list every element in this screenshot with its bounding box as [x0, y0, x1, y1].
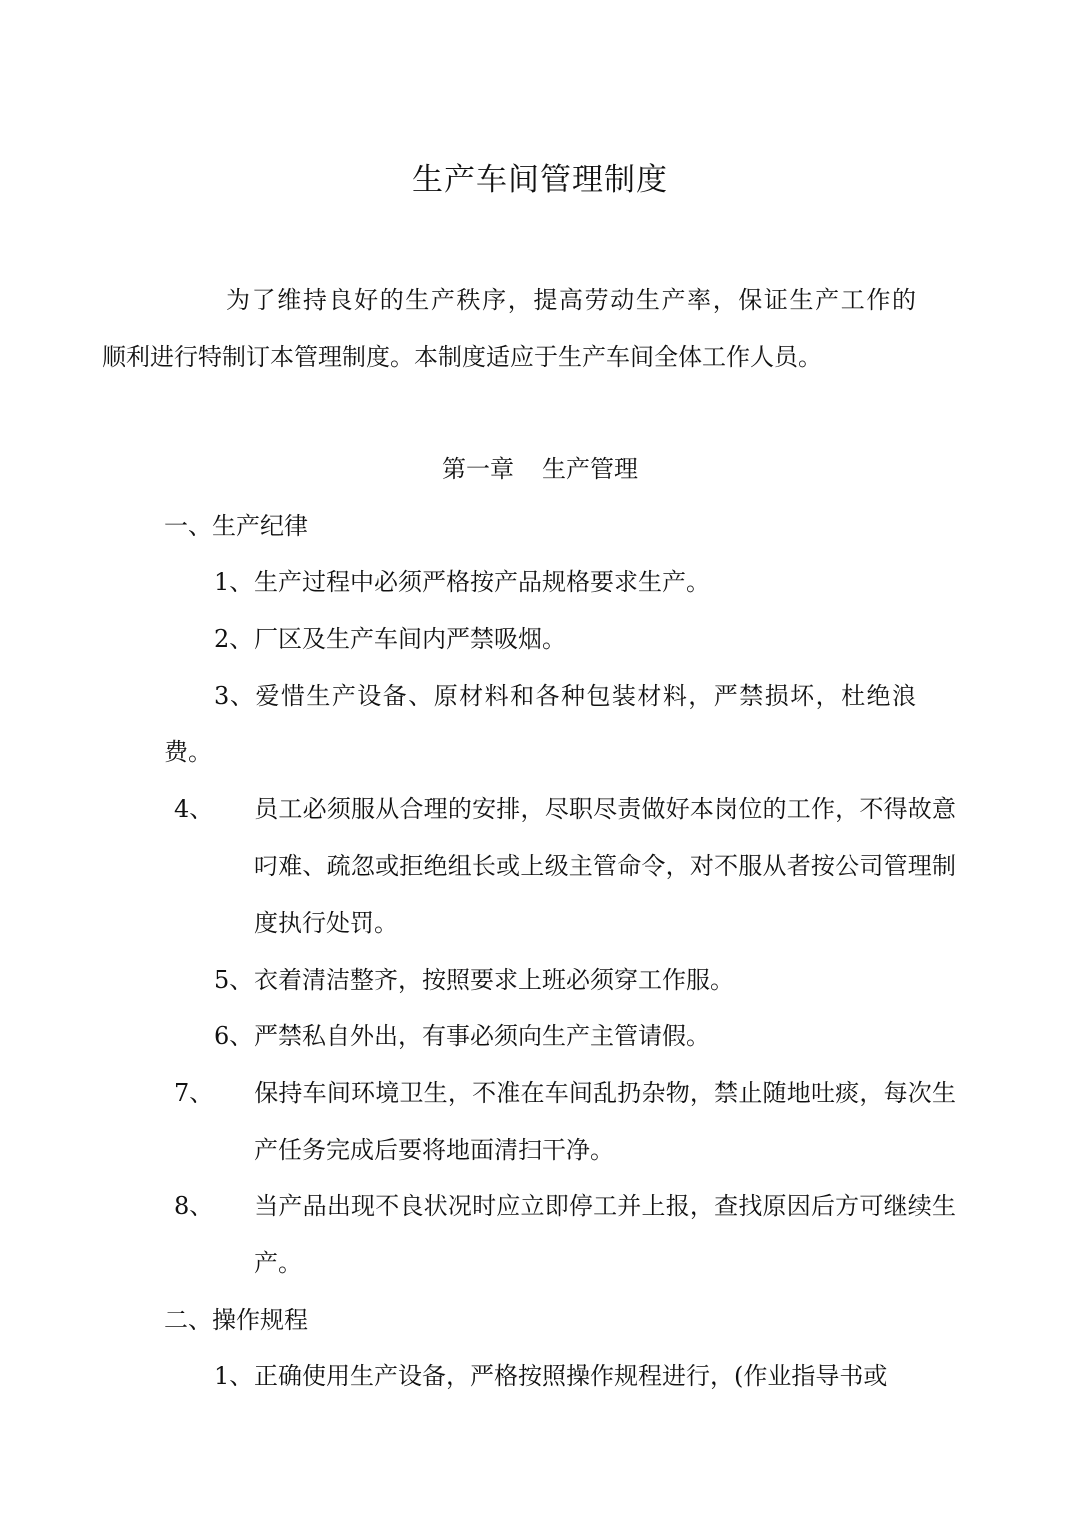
item-number: 6、 — [214, 1022, 254, 1050]
item-number: 1、 — [214, 1362, 254, 1390]
list-item — [214, 1008, 916, 1065]
intro-line-1: 为了维持良好的生产秩序，提高劳动生产率，保证生产工作的 — [226, 286, 916, 314]
item-text: 生产过程中必须严格按产品规格要求生产。 — [254, 568, 710, 596]
item-number: 1、 — [214, 568, 254, 596]
section-heading-1: 一、生产纪律 — [164, 512, 308, 540]
document-title: 生产车间管理制度 — [412, 162, 668, 198]
item-text: 正确使用生产设备，严格按照操作规程进行，(作业指导书或 — [254, 1362, 888, 1390]
chapter-name: 生产管理 — [542, 455, 638, 483]
item-text: 保持车间环境卫生，不准在车间乱扔杂物，禁止随地吐痰，每次生产任务完成后要将地面清扫干净。 — [254, 1079, 956, 1164]
list-item — [214, 668, 916, 725]
chapter-heading — [0, 441, 1080, 498]
item-number: 2、 — [214, 625, 254, 653]
item-continuation: 费。 — [164, 738, 212, 766]
item-text: 当产品出现不良状况时应立即停工并上报，查找原因后方可继续生产。 — [254, 1192, 956, 1277]
list-item — [174, 1178, 956, 1292]
chapter-label: 第一章 — [442, 455, 514, 483]
intro-line-2: 顺利进行特制订本管理制度。本制度适应于生产车间全体工作人员。 — [102, 343, 822, 371]
item-text: 员工必须服从合理的安排，尽职尽责做好本岗位的工作，不得故意叼难、疏忽或拒绝组长或上级主管命令，对不服从者按公司管理制度执行处罚。 — [254, 795, 956, 937]
list-item — [214, 611, 916, 668]
item-number: 5、 — [214, 966, 254, 994]
item-text: 厂区及生产车间内严禁吸烟。 — [254, 625, 566, 653]
list-item — [214, 1348, 916, 1405]
list-item — [214, 952, 916, 1009]
item-number: 4、 — [174, 795, 214, 823]
item-text: 严禁私自外出，有事必须向生产主管请假。 — [254, 1022, 710, 1050]
intro-paragraph — [102, 272, 916, 386]
item-text: 衣着清洁整齐，按照要求上班必须穿工作服。 — [254, 966, 734, 994]
item-number: 7、 — [174, 1079, 214, 1107]
item-text: 爱惜生产设备、原材料和各种包装材料，严禁损坏，杜绝浪 — [254, 682, 916, 710]
list-item — [174, 781, 956, 952]
item-number: 3、 — [214, 682, 254, 710]
list-item — [214, 554, 916, 611]
item-number: 8、 — [174, 1192, 214, 1220]
list-item — [174, 1065, 956, 1179]
section-heading-2: 二、操作规程 — [164, 1306, 308, 1334]
